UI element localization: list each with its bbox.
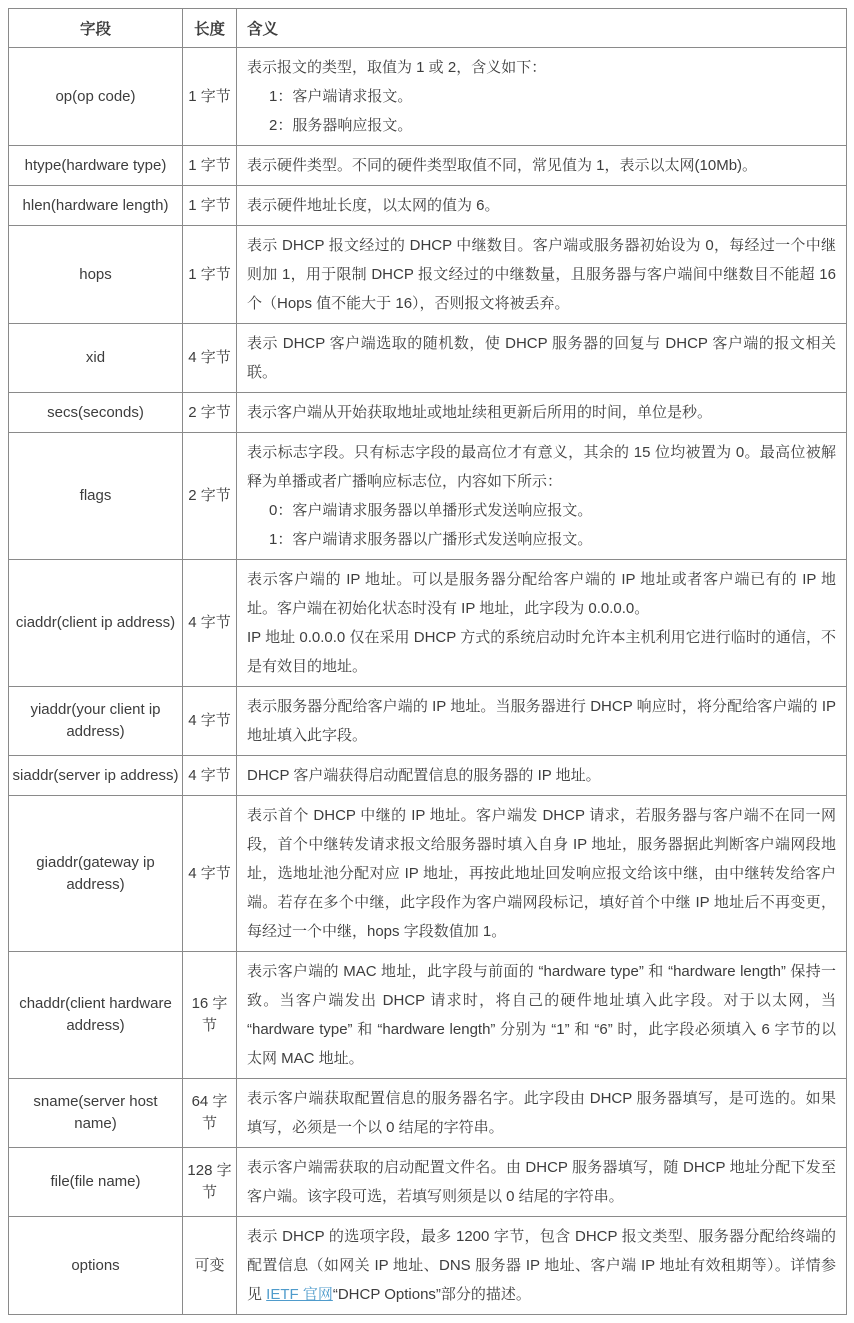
meaning-paragraph: 表示 DHCP 的选项字段，最多 1200 字节，包含 DHCP 报文类型、服务器分配给终端的配置信息（如网关 IP 地址、DNS 服务器 IP 地址、客户端 IP 地址有效租期等）。详情参见 IETF 官网“DHCP Options”部分的描述。 (247, 1228, 836, 1303)
field-cell: htype(hardware type) (9, 146, 183, 186)
meaning-cell (237, 433, 847, 560)
meaning-cell (237, 687, 847, 756)
meaning-cell (237, 756, 847, 796)
length-cell: 1 字节 (183, 48, 237, 146)
ietf-website-link[interactable]: IETF 官网 (266, 1286, 333, 1303)
meaning-paragraph: 表示服务器分配给客户端的 IP 地址。当服务器进行 DHCP 响应时，将分配给客户端的 IP 地址填入此字段。 (247, 698, 836, 744)
table-row (9, 560, 847, 687)
header-length: 长度 (183, 9, 237, 48)
meaning-paragraph: 表示客户端的 IP 地址。可以是服务器分配给客户端的 IP 地址或者客户端已有的 IP 地址。客户端在初始化状态时没有 IP 地址，此字段为 0.0.0.0。 (247, 571, 836, 617)
meaning-cell (237, 393, 847, 433)
field-cell: chaddr(client hardware address) (9, 952, 183, 1079)
field-cell: sname(server host name) (9, 1079, 183, 1148)
table-row (9, 1217, 847, 1315)
meaning-paragraph: 表示客户端需获取的启动配置文件名。由 DHCP 服务器填写，随 DHCP 地址分配下发至客户端。该字段可选，若填写则须是以 0 结尾的字符串。 (247, 1159, 836, 1205)
meaning-cell (237, 1079, 847, 1148)
meaning-cell (237, 1217, 847, 1315)
meaning-paragraph: 表示硬件地址长度，以太网的值为 6。 (247, 197, 500, 214)
table-row (9, 226, 847, 324)
meaning-cell (237, 146, 847, 186)
length-cell: 64 字节 (183, 1079, 237, 1148)
length-cell: 1 字节 (183, 146, 237, 186)
field-cell: yiaddr(your client ip address) (9, 687, 183, 756)
header-field: 字段 (9, 9, 183, 48)
length-cell: 可变 (183, 1217, 237, 1315)
meaning-cell (237, 796, 847, 952)
meaning-paragraph: 表示客户端获取配置信息的服务器名字。此字段由 DHCP 服务器填写，是可选的。如果填写，必须是一个以 0 结尾的字符串。 (247, 1090, 836, 1136)
field-cell: hlen(hardware length) (9, 186, 183, 226)
meaning-paragraph: 0：客户端请求服务器以单播形式发送响应报文。 (269, 502, 593, 519)
length-cell: 4 字节 (183, 796, 237, 952)
header-meaning: 含义 (237, 9, 847, 48)
table-row (9, 48, 847, 146)
meaning-paragraph: 表示标志字段。只有标志字段的最高位才有意义，其余的 15 位均被置为 0。最高位被解释为单播或者广播响应标志位，内容如下所示： (247, 444, 836, 490)
table-header (9, 9, 847, 48)
field-cell: op(op code) (9, 48, 183, 146)
length-cell: 4 字节 (183, 687, 237, 756)
meaning-cell (237, 186, 847, 226)
meaning-paragraph: DHCP 客户端获得启动配置信息的服务器的 IP 地址。 (247, 767, 601, 784)
field-cell: options (9, 1217, 183, 1315)
field-cell: secs(seconds) (9, 393, 183, 433)
length-cell: 2 字节 (183, 393, 237, 433)
table-row (9, 952, 847, 1079)
table-row (9, 186, 847, 226)
meaning-paragraph: 1：客户端请求服务器以广播形式发送响应报文。 (269, 531, 593, 548)
table-row (9, 393, 847, 433)
length-cell: 4 字节 (183, 324, 237, 393)
table-row (9, 687, 847, 756)
field-cell: giaddr(gateway ip address) (9, 796, 183, 952)
table-body (9, 48, 847, 1315)
meaning-paragraph: 表示客户端从开始获取地址或地址续租更新后所用的时间，单位是秒。 (247, 404, 713, 421)
meaning-paragraph: 表示报文的类型，取值为 1 或 2，含义如下： (247, 59, 547, 76)
meaning-cell (237, 48, 847, 146)
meaning-cell (237, 560, 847, 687)
field-cell: xid (9, 324, 183, 393)
table-row (9, 146, 847, 186)
field-cell: hops (9, 226, 183, 324)
table-row (9, 1148, 847, 1217)
table-row (9, 433, 847, 560)
meaning-paragraph: IP 地址 0.0.0.0 仅在采用 DHCP 方式的系统启动时允许本主机利用它进行临时的通信，不是有效目的地址。 (247, 629, 836, 675)
length-cell: 1 字节 (183, 186, 237, 226)
length-cell: 128 字节 (183, 1148, 237, 1217)
field-cell: file(file name) (9, 1148, 183, 1217)
length-cell: 16 字节 (183, 952, 237, 1079)
meaning-paragraph: 1：客户端请求报文。 (269, 88, 413, 105)
field-cell: siaddr(server ip address) (9, 756, 183, 796)
length-cell: 2 字节 (183, 433, 237, 560)
header-row (9, 9, 847, 48)
meaning-paragraph: 表示硬件类型。不同的硬件类型取值不同，常见值为 1，表示以太网(10Mb)。 (247, 157, 758, 174)
table-row (9, 796, 847, 952)
meaning-paragraph: 2：服务器响应报文。 (269, 117, 413, 134)
meaning-paragraph: 表示首个 DHCP 中继的 IP 地址。客户端发 DHCP 请求，若服务器与客户端不在同一网段，首个中继转发请求报文给服务器时填入自身 IP 地址，服务器据此判断客户端网段地址，选地址池分配对应 IP 地址，再按此地址回发响应报文给该中继，由中继转发给客户端。若存在多个中继，此字段作为客户端网段标记，填好首个中继 IP 地址后不再变更，每经过一个中继，hops 字段数值加 1。 (247, 807, 836, 940)
field-cell: flags (9, 433, 183, 560)
table-row (9, 324, 847, 393)
meaning-cell (237, 226, 847, 324)
field-cell: ciaddr(client ip address) (9, 560, 183, 687)
table-row (9, 756, 847, 796)
meaning-paragraph: 表示 DHCP 报文经过的 DHCP 中继数目。客户端或服务器初始设为 0，每经过一个中继则加 1，用于限制 DHCP 报文经过的中继数量，且服务器与客户端间中继数目不能超 16 个（Hops 值不能大于 16），否则报文将被丢弃。 (247, 237, 836, 312)
dhcp-fields-table (8, 8, 847, 1315)
meaning-cell (237, 952, 847, 1079)
meaning-cell (237, 1148, 847, 1217)
table-row (9, 1079, 847, 1148)
meaning-cell (237, 324, 847, 393)
length-cell: 4 字节 (183, 560, 237, 687)
meaning-paragraph: 表示客户端的 MAC 地址，此字段与前面的 “hardware type” 和 “hardware length” 保持一致。当客户端发出 DHCP 请求时，将自己的硬件地址填入此字段。对于以太网，当 “hardware type” 和 “hardware length” 分别为 “1” 和 “6” 时，此字段必须填入 6 字节的以太网 MAC 地址。 (247, 963, 836, 1067)
length-cell: 4 字节 (183, 756, 237, 796)
meaning-paragraph: 表示 DHCP 客户端选取的随机数，使 DHCP 服务器的回复与 DHCP 客户端的报文相关联。 (247, 335, 836, 381)
length-cell: 1 字节 (183, 226, 237, 324)
